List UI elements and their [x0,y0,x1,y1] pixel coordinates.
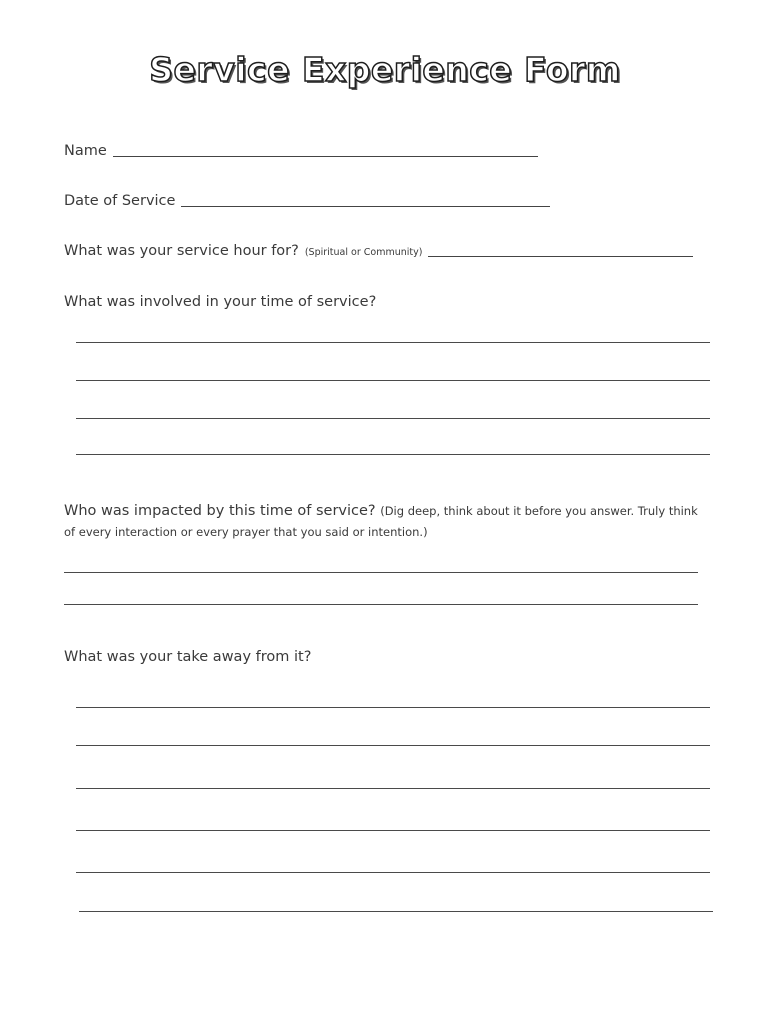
service-hour-row [64,243,693,259]
name-field-row [64,143,538,159]
name-label: Name [64,143,107,159]
takeaway-answer-line[interactable] [76,830,710,831]
takeaway-answer-line[interactable] [76,872,710,873]
impacted-note: (Dig deep, think about it before you answer. Truly think of every interaction or every prayer that you said or intention.) [64,504,698,539]
impacted-answer-line[interactable] [64,572,698,573]
involved-answer-line[interactable] [76,418,710,419]
form-title: Service Experience Form [149,50,621,89]
date-field-row [64,193,550,209]
name-blank[interactable] [113,155,538,157]
impacted-question-block [64,501,704,543]
involved-answer-line[interactable] [76,342,710,343]
impacted-question: Who was impacted by this time of service? [64,503,376,519]
service-hour-blank[interactable] [428,255,693,257]
date-of-service-blank[interactable] [181,205,550,207]
takeaway-question: What was your take away from it? [64,649,312,665]
takeaway-answer-line[interactable] [76,707,710,708]
service-hour-label: What was your service hour for? [64,243,299,259]
impacted-answer-line[interactable] [64,604,698,605]
takeaway-answer-line[interactable] [79,911,713,912]
takeaway-answer-line[interactable] [76,788,710,789]
takeaway-answer-line[interactable] [76,745,710,746]
involved-answer-line[interactable] [76,380,710,381]
involved-answer-line[interactable] [76,454,710,455]
involved-question: What was involved in your time of service? [64,294,377,310]
service-hour-hint: (Spiritual or Community) [304,247,423,258]
date-of-service-label: Date of Service [64,193,176,209]
